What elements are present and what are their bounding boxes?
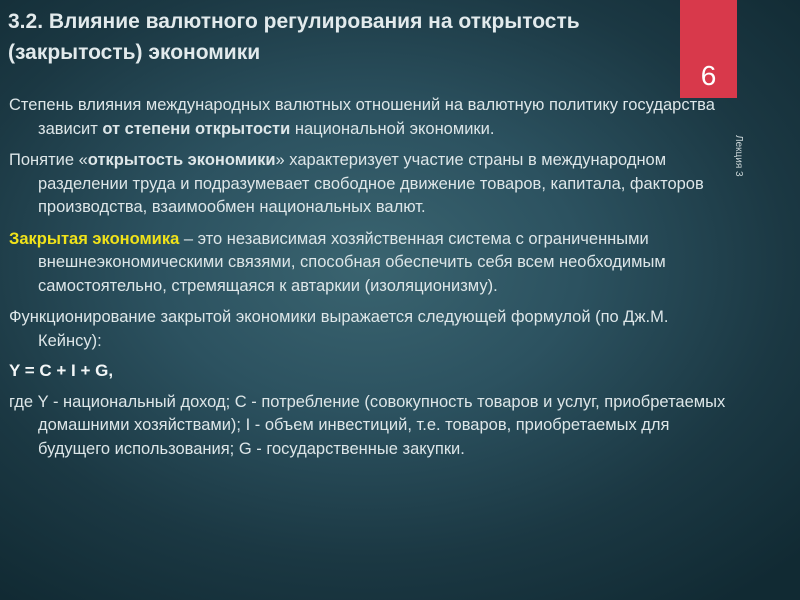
paragraph-openness-degree bbox=[9, 94, 729, 141]
highlight-closed-economy: Закрытая экономика bbox=[9, 229, 180, 248]
text-segment: » характеризует участие страны в международном разделении труда и подразумевает свободное движение товаров, капитала, факторов производства, взаимообмен национальных валют. bbox=[38, 151, 704, 216]
emphasis-open-economy: открытость экономики bbox=[87, 151, 276, 169]
slide-content bbox=[9, 94, 729, 469]
page-number-badge bbox=[680, 0, 737, 98]
paragraph-closed-economy bbox=[9, 228, 729, 299]
paragraph-open-economy bbox=[9, 149, 729, 220]
text-segment: Степень влияния международных валютных отношений на валютную политику государства зависит bbox=[9, 96, 715, 138]
lecture-side-label: Лекция 3 bbox=[733, 135, 744, 177]
text-segment: где Y - национальный доход; С - потребление (совокупность товаров и услуг, приобретаемых домашними хозяйствами); I - объем инвестиций, т.е. товаров, приобретаемых для будущего использования; G - государственные закупки. bbox=[9, 392, 726, 458]
text-segment: Функционирование закрытой экономики выражается следующей формулой (по Дж.М. Кейнсу): bbox=[9, 308, 669, 350]
paragraph-keynes-formula-intro bbox=[9, 306, 729, 353]
page-number: 6 bbox=[700, 60, 717, 91]
emphasis-openness-degree: от степени открытости bbox=[102, 119, 291, 138]
paragraph-formula-legend bbox=[9, 391, 729, 462]
text-segment: Понятие « bbox=[9, 151, 88, 169]
text-segment: – это независимая хозяйственная система с ограниченными внешнеэкономическими связями, способная обеспечить себя всем необходимым самостоятельно, стремящаяся к автаркии (изоляционизму). bbox=[38, 229, 666, 295]
slide-title: 3.2. Влияние валютного регулирования на открытость (закрытость) экономики bbox=[8, 10, 580, 64]
keynes-formula: Y = C + I + G, bbox=[9, 361, 114, 380]
text-segment: национальной экономики. bbox=[290, 119, 495, 138]
